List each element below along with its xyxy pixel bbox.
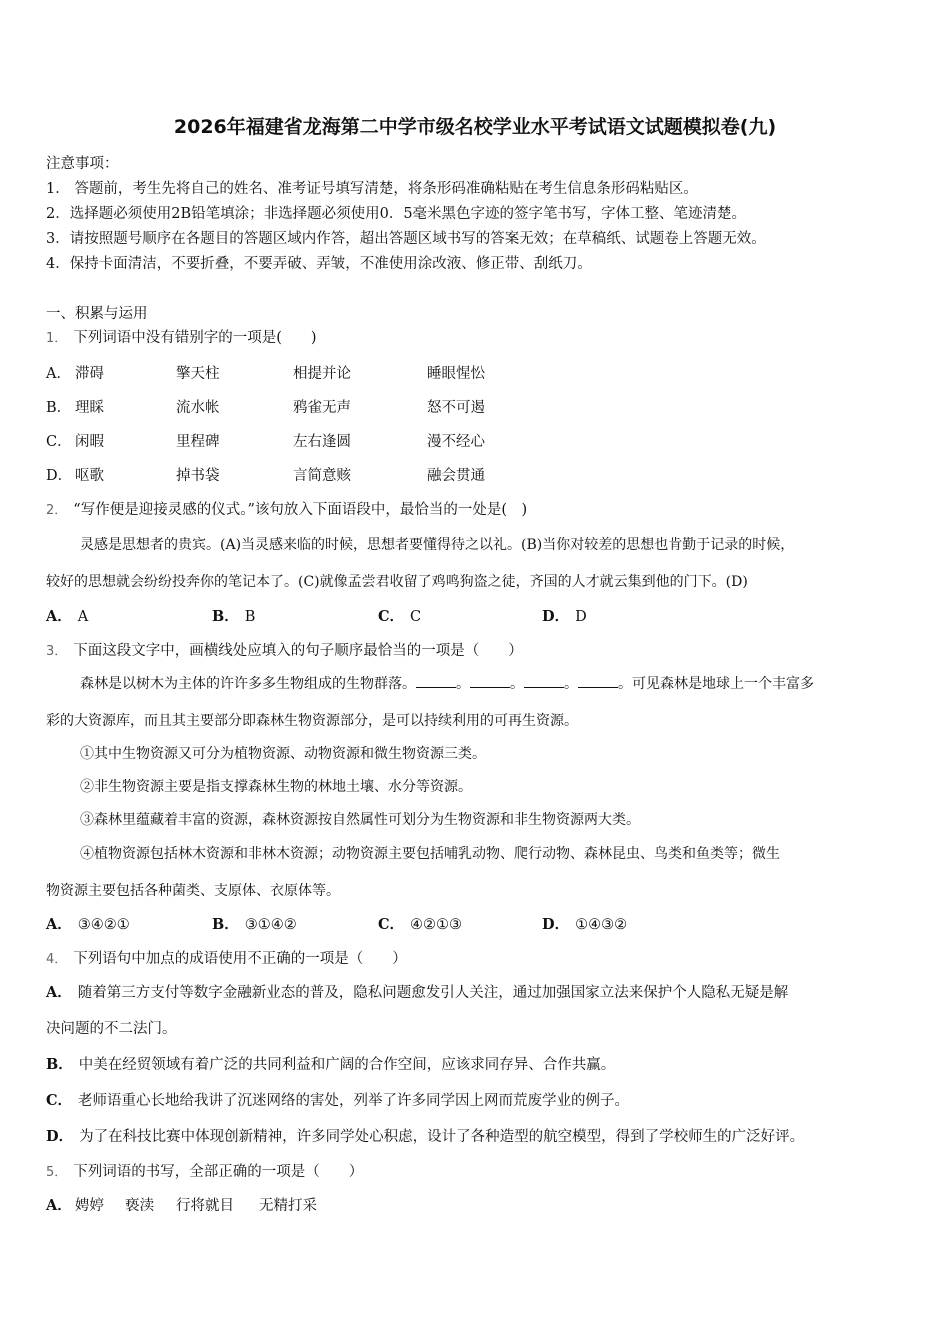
option-word: 行将就目	[176, 1198, 234, 1214]
option-label: B．	[212, 916, 239, 933]
option-word: 相提并论	[293, 366, 351, 382]
option-d[interactable]	[542, 913, 627, 934]
option-label: C．	[378, 916, 405, 933]
punctuation: 。	[456, 676, 470, 692]
question-text: 下列词语的书写，全部正确的一项是（ ）	[73, 1164, 364, 1180]
option-label: B．	[46, 1056, 73, 1073]
option-word: 无精打采	[259, 1198, 317, 1214]
option-label[interactable]: B．	[46, 400, 72, 416]
option-text: ③④②①	[77, 917, 130, 933]
notice-item: 4．保持卡面清洁，不要折叠，不要弄破、弄皱，不准使用涂改液、修正带、刮纸刀。	[46, 256, 592, 272]
option-word: 里程碑	[176, 434, 220, 450]
notice-item: 1． 答题前，考生先将自己的姓名、准考证号填写清楚，将条形码准确粘贴在考生信息条形码粘贴区。	[46, 181, 698, 197]
option-label: D．	[542, 608, 570, 625]
question-3-stem	[46, 639, 523, 660]
fill-blank[interactable]	[578, 675, 618, 688]
sentence-2: ②非生物资源主要是指支撑森林生物的林地土壤、水分等资源。	[80, 779, 472, 795]
option-label: A．	[46, 1197, 72, 1214]
option-word: 言简意赅	[293, 468, 351, 484]
option-label: C．	[46, 1092, 73, 1109]
notice-item: 3．请按照题号顺序在各题目的答题区域内作答，超出答题区域书写的答案无效；在草稿纸、试题卷上答题无效。	[46, 231, 766, 247]
option-word: 鸦雀无声	[293, 400, 351, 416]
passage-line: 较好的思想就会纷纷投奔你的笔记本了。(C)就像孟尝君收留了鸡鸣狗盗之徒，齐国的人才就云集到他的门下。(D)	[46, 574, 748, 590]
option-a-cont: 决问题的不二法门。	[46, 1021, 177, 1037]
option-word: 亵渎	[125, 1198, 154, 1214]
punctuation: 。	[510, 676, 524, 692]
notice-heading: 注意事项：	[46, 156, 119, 172]
option-a[interactable]	[46, 913, 130, 934]
option-b[interactable]	[212, 605, 255, 626]
option-text: A	[77, 609, 89, 625]
passage-text: 森林是以树木为主体的许许多多生物组成的生物群落。	[80, 676, 416, 692]
question-number: 3．	[46, 644, 68, 659]
option-label[interactable]: C．	[46, 434, 72, 450]
option-label[interactable]: D．	[46, 468, 73, 484]
option-d[interactable]	[542, 605, 587, 626]
fill-blank[interactable]	[416, 675, 456, 688]
option-a[interactable]	[46, 605, 88, 626]
sentence-3: ③森林里蕴藏着丰富的资源，森林资源按自然属性可划分为生物资源和非生物资源两大类。	[80, 812, 640, 828]
question-text: 下面这段文字中，画横线处应填入的句子顺序最恰当的一项是（ ）	[73, 643, 523, 659]
option-label: D．	[46, 1128, 74, 1145]
sentence-4: ④植物资源包括林木资源和非林木资源；动物资源主要包括哺乳动物、爬行动物、森林昆虫、鸟类和鱼类等；微生	[80, 846, 780, 862]
option-b[interactable]	[212, 913, 297, 934]
option-label: A．	[46, 984, 72, 1001]
option-word: 闲暇	[75, 434, 104, 450]
option-word: 睡眼惺忪	[427, 366, 485, 382]
passage-text: 。可见森林是地球上一个丰富多	[618, 676, 814, 692]
option-text: ③①④②	[244, 917, 297, 933]
option-text: D	[575, 609, 587, 625]
option-text: ④②①③	[410, 917, 463, 933]
section-heading: 一、积累与运用	[46, 306, 148, 322]
option-b[interactable]	[46, 1053, 615, 1074]
question-text: 下列语句中加点的成语使用不正确的一项是（ ）	[73, 951, 407, 967]
passage-line	[80, 673, 814, 693]
option-word: 融会贯通	[427, 468, 485, 484]
punctuation: 。	[564, 676, 578, 692]
notice-item: 2．选择题必须使用2B铅笔填涂；非选择题必须使用0．5毫米黑色字迹的签字笔书写，字体工整、笔迹清楚。	[46, 206, 747, 222]
option-c[interactable]	[378, 913, 462, 934]
option-label: B．	[212, 608, 239, 625]
option-label: A．	[46, 608, 72, 625]
option-a[interactable]	[46, 981, 788, 1002]
question-4-stem	[46, 947, 407, 968]
option-c[interactable]	[46, 1089, 629, 1110]
option-text: B	[244, 609, 256, 625]
option-word: 漫不经心	[427, 434, 485, 450]
option-word: 娉婷	[75, 1198, 104, 1214]
option-label: D．	[542, 916, 570, 933]
question-number: 4．	[46, 952, 68, 967]
option-text: 老师语重心长地给我讲了沉迷网络的害处，列举了许多同学因上网而荒废学业的例子。	[78, 1093, 630, 1109]
option-word: 左右逢圆	[293, 434, 351, 450]
option-text: 中美在经贸领域有着广泛的共同利益和广阔的合作空间，应该求同存异、合作共赢。	[78, 1057, 616, 1073]
sentence-1: ①其中生物资源又可分为植物资源、动物资源和微生物资源三类。	[80, 746, 486, 762]
option-word: 掉书袋	[176, 468, 220, 484]
question-number: 2．	[46, 503, 68, 518]
question-5-stem	[46, 1160, 363, 1181]
question-number: 5．	[46, 1165, 68, 1180]
option-word: 滞碍	[75, 366, 104, 382]
passage-line: 彩的大资源库，而且其主要部分即森林生物资源部分，是可以持续利用的可再生资源。	[46, 713, 578, 729]
question-1-stem	[46, 326, 317, 347]
page-title: 2026年福建省龙海第二中学市级名校学业水平考试语文试题模拟卷(九)	[173, 116, 777, 138]
sentence-4-cont: 物资源主要包括各种菌类、支原体、衣原体等。	[46, 883, 340, 899]
fill-blank[interactable]	[524, 675, 564, 688]
question-2-stem	[46, 498, 527, 519]
option-label: A．	[46, 916, 72, 933]
option-text: ①④③②	[575, 917, 628, 933]
option-word: 怒不可遏	[427, 400, 485, 416]
question-text: 下列词语中没有错别字的一项是( )	[73, 330, 317, 346]
question-text: “写作便是迎接灵感的仪式。”该句放入下面语段中，最恰当的一处是( )	[73, 502, 528, 518]
passage-line: 灵感是思想者的贵宾。(A)当灵感来临的时候，思想者要懂得待之以礼。(B)当你对较差的思想也肯勤于记录的时候，	[80, 537, 795, 553]
option-label: C．	[378, 608, 405, 625]
fill-blank[interactable]	[470, 675, 510, 688]
question-number: 1．	[46, 331, 68, 346]
option-text: 为了在科技比赛中体现创新精神，许多同学处心积虑，设计了各种造型的航空模型，得到了学校师生的广泛好评。	[79, 1129, 805, 1145]
option-word: 擎天柱	[176, 366, 220, 382]
option-text: C	[410, 609, 422, 625]
option-word: 理睬	[75, 400, 104, 416]
option-word: 流水帐	[176, 400, 220, 416]
option-word: 呕歌	[75, 468, 104, 484]
option-c[interactable]	[378, 605, 421, 626]
option-text: 随着第三方支付等数字金融新业态的普及，隐私问题愈发引人关注，通过加强国家立法来保护个人隐私无疑是解	[77, 985, 789, 1001]
option-label[interactable]: A．	[46, 366, 71, 382]
option-d[interactable]	[46, 1125, 804, 1146]
